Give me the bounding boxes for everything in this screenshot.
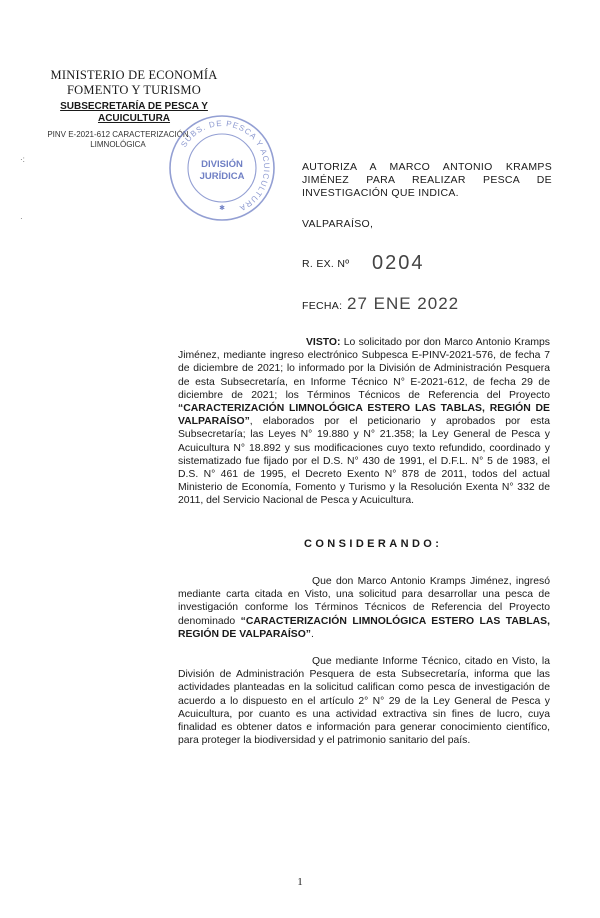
considerando-paragraph-2 xyxy=(178,655,550,747)
page-number: 1 xyxy=(297,876,303,888)
ministry-line-1: MINISTERIO DE ECONOMÍA xyxy=(50,68,218,82)
margin-mark: · xyxy=(20,214,23,223)
resolution-number-label: R. EX. Nº xyxy=(302,258,350,270)
considerando-1-text-a: Que don Marco Antonio Kramps Jiménez, ingresó mediante carta citada en Visto, una solicitud para desarrollar una pesca de investigación conforme los Términos Técnicos de Referencia del Proyecto denominado xyxy=(178,576,550,627)
visto-project-name: “CARACTERIZACIÓN LIMNOLÓGICA ESTERO LAS TABLAS, REGIÓN DE VALPARAÍSO” xyxy=(178,403,550,428)
ministry-line-2: FOMENTO Y TURISMO xyxy=(67,83,201,97)
date-stamp: 27 ENE 2022 xyxy=(347,294,460,313)
reference-line-2: LIMNOLÓGICA xyxy=(90,140,146,149)
considerando-heading: CONSIDERANDO: xyxy=(304,538,443,550)
division-juridica-stamp xyxy=(166,112,278,224)
stamp-ring-text: SUBS. DE PESCA Y ACUICULTURA xyxy=(179,118,272,214)
stamp-text-line-1: DIVISIÓN xyxy=(201,159,243,170)
subsecretaria-line-2: ACUICULTURA xyxy=(97,113,171,124)
reference-line-1: PINV E-2021-612 CARACTERIZACIÓN xyxy=(47,130,189,139)
visto-text-a: Lo solicitado por don Marco Antonio Kramps Jiménez, mediante ingreso electrónico Subpesca E-PINV-2021-576, de fecha 7 de diciembre de 2021; lo informado por la División de Administración Pesquera de esta Subsecretaría, en Informe Técnico N° E-2021-612, de fecha 29 de diciembre de 2021; los Términos Técnicos de Referencia del Proyecto xyxy=(178,337,550,401)
ministry-heading xyxy=(44,68,224,98)
considerando-1-project-name: “CARACTERIZACIÓN LIMNOLÓGICA ESTERO LAS TABLAS, REGIÓN DE VALPARAÍSO” xyxy=(178,615,550,640)
considerando-2-text: Que mediante Informe Técnico, citado en Visto, la División de Administración Pesquera de esta Subsecretaría, informa que las actividades planteadas en la solicitud califican como pesca de investigación de acuerdo a lo dispuesto en el artículo 2° N° 29 de la Ley General de Pesca y Acuicultura, por cuanto es una actividad extractiva sin fines de lucro, cuya finalidad es obtener datos e información para generar conocimiento científico, para proteger la biodiversidad y el patrimonio sanitario del país. xyxy=(178,656,550,747)
stamp-text-line-2: JURÍDICA xyxy=(199,171,245,182)
place-line: VALPARAÍSO, xyxy=(302,218,374,230)
subsecretaria-line-1: SUBSECRETARÍA DE PESCA Y xyxy=(60,101,208,112)
date-label: FECHA: xyxy=(302,300,343,312)
visto-text-b: , elaborados por el peticionario y aprobados por esta Subsecretaría; las Leyes N° 19.880 y N° 21.358; la Ley General de Pesca y Acuicultura N° 18.892 y sus modificaciones cuyo texto refundido, coordinado y sistematizado fue fijado por el D.S. N° 430 de 1991, el D.F.L. N° 5 de 1983, el D.S. N° 461 de 1995, el Decreto Exento N° 878 de 2011, todos del actual Ministerio de Economía, Fomento y Turismo y la Resolución Exenta N° 332 de 2011, del Servicio Nacional de Pesca y Acuicultura. xyxy=(178,416,550,507)
considerando-paragraph-1 xyxy=(178,575,550,641)
visto-paragraph xyxy=(178,336,550,508)
visto-label: VISTO: xyxy=(306,337,341,348)
stamp-star: ✱ xyxy=(219,205,225,212)
resolution-subject: AUTORIZA A MARCO ANTONIO KRAMPS JIMÉNEZ PARA REALIZAR PESCA DE INVESTIGACIÓN QUE INDICA. xyxy=(302,161,552,199)
considerando-1-text-b: . xyxy=(310,628,314,640)
resolution-number: 0204 xyxy=(372,252,425,274)
margin-mark: ·: xyxy=(20,155,25,164)
